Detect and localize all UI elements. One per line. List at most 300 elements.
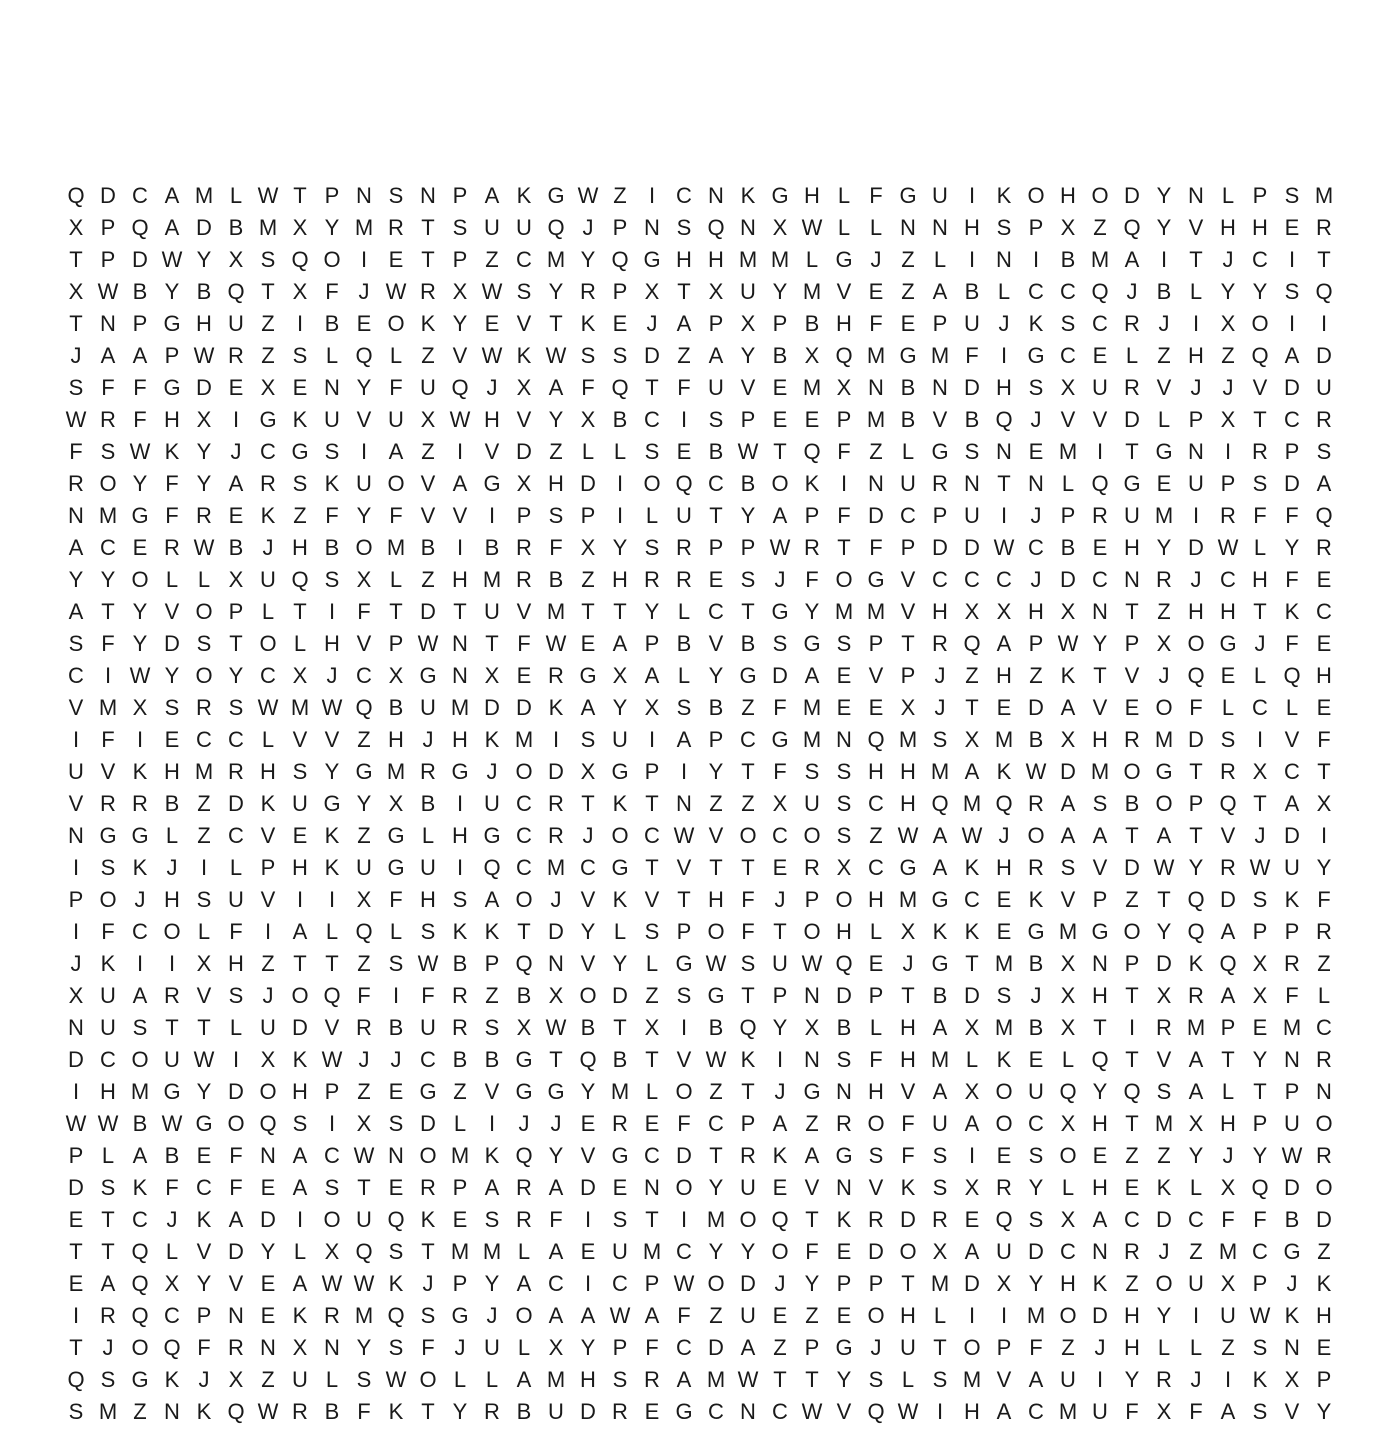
letter-cell[interactable]: Q bbox=[1123, 215, 1141, 240]
letter-cell[interactable]: K bbox=[996, 759, 1012, 784]
letter-cell[interactable]: R bbox=[548, 791, 564, 816]
letter-cell[interactable]: Y bbox=[1156, 1303, 1172, 1328]
letter-cell[interactable]: P bbox=[196, 1303, 212, 1328]
letter-cell[interactable]: E bbox=[1316, 631, 1332, 656]
letter-cell[interactable]: Y bbox=[1028, 1175, 1044, 1200]
letter-cell[interactable]: T bbox=[69, 311, 83, 336]
letter-cell[interactable]: F bbox=[421, 1335, 435, 1360]
letter-cell[interactable]: Y bbox=[580, 247, 596, 272]
letter-cell[interactable]: L bbox=[1317, 983, 1331, 1008]
letter-cell[interactable]: P bbox=[644, 631, 660, 656]
letter-cell[interactable]: V bbox=[292, 727, 308, 752]
letter-cell[interactable]: H bbox=[164, 887, 180, 912]
letter-cell[interactable]: H bbox=[804, 183, 820, 208]
letter-cell[interactable]: J bbox=[486, 1303, 498, 1328]
letter-cell[interactable]: X bbox=[1156, 631, 1172, 656]
letter-cell[interactable]: P bbox=[772, 983, 788, 1008]
letter-cell[interactable]: P bbox=[1284, 1079, 1300, 1104]
letter-cell[interactable]: M bbox=[546, 1367, 566, 1392]
letter-cell[interactable]: O bbox=[99, 887, 117, 912]
letter-cell[interactable]: T bbox=[645, 1047, 659, 1072]
letter-cell[interactable]: Y bbox=[612, 951, 628, 976]
letter-cell[interactable]: E bbox=[996, 887, 1012, 912]
letter-cell[interactable]: M bbox=[930, 1271, 950, 1296]
letter-cell[interactable]: E bbox=[676, 439, 692, 464]
letter-cell[interactable]: C bbox=[420, 1047, 436, 1072]
letter-cell[interactable]: M bbox=[98, 695, 118, 720]
letter-cell[interactable]: W bbox=[769, 535, 791, 560]
letter-cell[interactable]: A bbox=[1188, 1079, 1204, 1104]
letter-cell[interactable]: K bbox=[516, 343, 532, 368]
letter-cell[interactable]: X bbox=[292, 663, 308, 688]
letter-cell[interactable]: J bbox=[70, 951, 82, 976]
letter-cell[interactable]: R bbox=[1220, 503, 1236, 528]
letter-cell[interactable]: Q bbox=[355, 1239, 373, 1264]
letter-cell[interactable]: K bbox=[740, 183, 756, 208]
letter-cell[interactable]: E bbox=[356, 311, 372, 336]
letter-cell[interactable]: B bbox=[900, 407, 916, 432]
letter-cell[interactable]: Q bbox=[259, 1111, 277, 1136]
letter-cell[interactable]: O bbox=[163, 919, 181, 944]
letter-cell[interactable]: G bbox=[323, 791, 341, 816]
letter-cell[interactable]: Q bbox=[1059, 1079, 1077, 1104]
letter-cell[interactable]: Z bbox=[261, 343, 275, 368]
letter-cell[interactable]: F bbox=[805, 567, 819, 592]
letter-cell[interactable]: B bbox=[1028, 1015, 1044, 1040]
letter-cell[interactable]: G bbox=[387, 823, 405, 848]
letter-cell[interactable]: O bbox=[899, 1239, 917, 1264]
letter-cell[interactable]: X bbox=[804, 1015, 820, 1040]
letter-cell[interactable]: I bbox=[840, 471, 848, 496]
letter-cell[interactable]: X bbox=[164, 1271, 180, 1296]
letter-cell[interactable]: D bbox=[676, 1143, 692, 1168]
letter-cell[interactable]: S bbox=[452, 887, 468, 912]
letter-cell[interactable]: T bbox=[805, 1367, 819, 1392]
letter-cell[interactable]: N bbox=[1284, 1047, 1300, 1072]
letter-cell[interactable]: G bbox=[579, 663, 597, 688]
letter-cell[interactable]: A bbox=[932, 1015, 948, 1040]
letter-cell[interactable]: D bbox=[1124, 407, 1140, 432]
letter-cell[interactable]: S bbox=[644, 535, 660, 560]
letter-cell[interactable]: P bbox=[1252, 183, 1268, 208]
letter-cell[interactable]: F bbox=[965, 343, 979, 368]
letter-cell[interactable]: P bbox=[1220, 1015, 1236, 1040]
letter-cell[interactable]: O bbox=[1155, 695, 1173, 720]
letter-cell[interactable]: U bbox=[740, 279, 756, 304]
letter-cell[interactable]: C bbox=[132, 919, 148, 944]
letter-cell[interactable]: U bbox=[420, 1015, 436, 1040]
letter-cell[interactable]: T bbox=[421, 215, 435, 240]
letter-cell[interactable]: J bbox=[1030, 407, 1042, 432]
letter-cell[interactable]: Q bbox=[547, 215, 565, 240]
letter-cell[interactable]: Z bbox=[581, 567, 595, 592]
letter-cell[interactable]: K bbox=[804, 471, 820, 496]
letter-cell[interactable]: M bbox=[930, 1047, 950, 1072]
letter-cell[interactable]: P bbox=[932, 503, 948, 528]
letter-cell[interactable]: T bbox=[581, 599, 595, 624]
letter-cell[interactable]: Q bbox=[835, 343, 853, 368]
letter-cell[interactable]: E bbox=[1316, 1335, 1332, 1360]
letter-cell[interactable]: X bbox=[1252, 759, 1268, 784]
letter-cell[interactable]: T bbox=[1125, 599, 1139, 624]
letter-cell[interactable]: A bbox=[676, 311, 692, 336]
letter-cell[interactable]: J bbox=[70, 343, 82, 368]
letter-cell[interactable]: D bbox=[836, 983, 852, 1008]
letter-cell[interactable]: O bbox=[995, 1079, 1013, 1104]
letter-cell[interactable]: U bbox=[1124, 503, 1140, 528]
letter-cell[interactable]: L bbox=[293, 1239, 307, 1264]
letter-cell[interactable]: X bbox=[580, 759, 596, 784]
letter-cell[interactable]: M bbox=[194, 183, 214, 208]
letter-cell[interactable]: D bbox=[1188, 727, 1204, 752]
letter-cell[interactable]: T bbox=[837, 535, 851, 560]
letter-cell[interactable]: W bbox=[417, 631, 439, 656]
letter-cell[interactable]: W bbox=[545, 631, 567, 656]
letter-cell[interactable]: R bbox=[1124, 1239, 1140, 1264]
letter-cell[interactable]: D bbox=[708, 1335, 724, 1360]
letter-cell[interactable]: T bbox=[773, 919, 787, 944]
letter-cell[interactable]: A bbox=[292, 1143, 308, 1168]
letter-cell[interactable]: S bbox=[1060, 311, 1076, 336]
letter-cell[interactable]: B bbox=[708, 1015, 724, 1040]
letter-cell[interactable]: S bbox=[836, 759, 852, 784]
letter-cell[interactable]: U bbox=[804, 791, 820, 816]
letter-cell[interactable]: O bbox=[771, 1239, 789, 1264]
letter-cell[interactable]: H bbox=[900, 1303, 916, 1328]
letter-cell[interactable]: O bbox=[1027, 823, 1045, 848]
letter-cell[interactable]: G bbox=[931, 887, 949, 912]
letter-cell[interactable]: G bbox=[163, 311, 181, 336]
letter-cell[interactable]: K bbox=[484, 1143, 500, 1168]
letter-cell[interactable]: K bbox=[996, 1047, 1012, 1072]
letter-cell[interactable]: M bbox=[866, 599, 886, 624]
letter-cell[interactable]: Y bbox=[132, 599, 148, 624]
letter-cell[interactable]: H bbox=[900, 1047, 916, 1072]
letter-cell[interactable]: A bbox=[932, 279, 948, 304]
letter-cell[interactable]: M bbox=[1058, 919, 1078, 944]
letter-cell[interactable]: D bbox=[1220, 887, 1236, 912]
letter-cell[interactable]: M bbox=[930, 759, 950, 784]
letter-cell[interactable]: Y bbox=[612, 695, 628, 720]
letter-cell[interactable]: K bbox=[548, 695, 564, 720]
letter-cell[interactable]: C bbox=[772, 1399, 788, 1424]
letter-cell[interactable]: S bbox=[868, 1367, 884, 1392]
letter-cell[interactable]: Z bbox=[261, 311, 275, 336]
letter-cell[interactable]: M bbox=[962, 1367, 982, 1392]
letter-cell[interactable]: E bbox=[868, 279, 884, 304]
letter-cell[interactable]: T bbox=[773, 439, 787, 464]
letter-cell[interactable]: S bbox=[132, 1015, 148, 1040]
letter-cell[interactable]: E bbox=[68, 1207, 84, 1232]
letter-cell[interactable]: C bbox=[1252, 1239, 1268, 1264]
letter-cell[interactable]: M bbox=[770, 247, 790, 272]
letter-cell[interactable]: E bbox=[484, 311, 500, 336]
letter-cell[interactable]: V bbox=[260, 823, 276, 848]
letter-cell[interactable]: B bbox=[612, 407, 628, 432]
letter-cell[interactable]: B bbox=[1284, 1207, 1300, 1232]
letter-cell[interactable]: Y bbox=[580, 1079, 596, 1104]
letter-cell[interactable]: F bbox=[741, 919, 755, 944]
letter-cell[interactable]: X bbox=[996, 1271, 1012, 1296]
letter-cell[interactable]: S bbox=[1060, 855, 1076, 880]
letter-cell[interactable]: K bbox=[1028, 887, 1044, 912]
letter-cell[interactable]: U bbox=[356, 471, 372, 496]
letter-cell[interactable]: X bbox=[1060, 375, 1076, 400]
letter-cell[interactable]: Q bbox=[1091, 471, 1109, 496]
letter-cell[interactable]: Q bbox=[451, 375, 469, 400]
letter-cell[interactable]: S bbox=[484, 1207, 500, 1232]
letter-cell[interactable]: H bbox=[452, 727, 468, 752]
letter-cell[interactable]: B bbox=[228, 535, 244, 560]
letter-cell[interactable]: E bbox=[1284, 215, 1300, 240]
letter-cell[interactable]: S bbox=[1252, 887, 1268, 912]
letter-cell[interactable]: C bbox=[100, 1047, 116, 1072]
letter-cell[interactable]: K bbox=[516, 183, 532, 208]
letter-cell[interactable]: N bbox=[932, 375, 948, 400]
letter-cell[interactable]: Y bbox=[580, 1335, 596, 1360]
letter-cell[interactable]: T bbox=[741, 599, 755, 624]
letter-cell[interactable]: H bbox=[1060, 1271, 1076, 1296]
letter-cell[interactable]: Q bbox=[131, 215, 149, 240]
letter-cell[interactable]: T bbox=[613, 1015, 627, 1040]
letter-cell[interactable]: X bbox=[1156, 983, 1172, 1008]
letter-cell[interactable]: R bbox=[164, 983, 180, 1008]
letter-cell[interactable]: C bbox=[868, 855, 884, 880]
letter-cell[interactable]: I bbox=[328, 887, 336, 912]
letter-cell[interactable]: R bbox=[1220, 855, 1236, 880]
letter-cell[interactable]: K bbox=[292, 1047, 308, 1072]
letter-cell[interactable]: C bbox=[964, 567, 980, 592]
letter-cell[interactable]: J bbox=[1286, 1271, 1298, 1296]
letter-cell[interactable]: H bbox=[996, 375, 1012, 400]
letter-cell[interactable]: M bbox=[802, 727, 822, 752]
letter-cell[interactable]: R bbox=[516, 567, 532, 592]
letter-cell[interactable]: L bbox=[1157, 407, 1171, 432]
letter-cell[interactable]: H bbox=[1188, 599, 1204, 624]
letter-cell[interactable]: Z bbox=[549, 439, 563, 464]
letter-cell[interactable]: V bbox=[324, 727, 340, 752]
letter-cell[interactable]: N bbox=[1316, 1079, 1332, 1104]
letter-cell[interactable]: F bbox=[837, 503, 851, 528]
letter-cell[interactable]: N bbox=[388, 1143, 404, 1168]
letter-cell[interactable]: W bbox=[737, 1367, 759, 1392]
letter-cell[interactable]: O bbox=[515, 1303, 533, 1328]
letter-cell[interactable]: G bbox=[1027, 919, 1045, 944]
letter-cell[interactable]: C bbox=[132, 1207, 148, 1232]
letter-cell[interactable]: M bbox=[1026, 1303, 1046, 1328]
letter-cell[interactable]: Q bbox=[1187, 663, 1205, 688]
letter-cell[interactable]: X bbox=[1284, 1367, 1300, 1392]
letter-cell[interactable]: T bbox=[101, 599, 115, 624]
letter-cell[interactable]: I bbox=[1320, 311, 1328, 336]
letter-cell[interactable]: Z bbox=[741, 791, 755, 816]
letter-cell[interactable]: F bbox=[357, 599, 371, 624]
letter-cell[interactable]: A bbox=[1316, 471, 1332, 496]
letter-cell[interactable]: X bbox=[132, 695, 148, 720]
letter-cell[interactable]: U bbox=[548, 1399, 564, 1424]
letter-cell[interactable]: A bbox=[484, 1175, 500, 1200]
letter-cell[interactable]: J bbox=[870, 247, 882, 272]
letter-cell[interactable]: B bbox=[836, 1015, 852, 1040]
letter-cell[interactable]: X bbox=[228, 567, 244, 592]
letter-cell[interactable]: M bbox=[130, 1079, 150, 1104]
letter-cell[interactable]: Q bbox=[355, 695, 373, 720]
letter-cell[interactable]: D bbox=[1284, 1175, 1300, 1200]
letter-cell[interactable]: R bbox=[1316, 407, 1332, 432]
letter-cell[interactable]: X bbox=[1220, 407, 1236, 432]
letter-cell[interactable]: D bbox=[580, 1175, 596, 1200]
letter-cell[interactable]: D bbox=[1060, 759, 1076, 784]
letter-cell[interactable]: I bbox=[488, 503, 496, 528]
letter-cell[interactable]: Y bbox=[1252, 1047, 1268, 1072]
letter-cell[interactable]: V bbox=[1252, 375, 1268, 400]
letter-cell[interactable]: R bbox=[676, 567, 692, 592]
letter-cell[interactable]: P bbox=[452, 247, 468, 272]
letter-cell[interactable]: K bbox=[1156, 1175, 1172, 1200]
letter-cell[interactable]: M bbox=[994, 951, 1014, 976]
letter-cell[interactable]: V bbox=[1092, 855, 1108, 880]
letter-cell[interactable]: H bbox=[1252, 567, 1268, 592]
letter-cell[interactable]: B bbox=[324, 535, 340, 560]
letter-cell[interactable]: A bbox=[292, 1271, 308, 1296]
letter-cell[interactable]: I bbox=[456, 791, 464, 816]
letter-cell[interactable]: P bbox=[484, 951, 500, 976]
letter-cell[interactable]: W bbox=[193, 343, 215, 368]
letter-cell[interactable]: S bbox=[836, 791, 852, 816]
letter-cell[interactable]: I bbox=[648, 183, 656, 208]
letter-cell[interactable]: S bbox=[996, 215, 1012, 240]
letter-cell[interactable]: H bbox=[676, 247, 692, 272]
letter-cell[interactable]: N bbox=[1028, 471, 1044, 496]
letter-cell[interactable]: K bbox=[292, 407, 308, 432]
letter-cell[interactable]: O bbox=[995, 1111, 1013, 1136]
letter-cell[interactable]: R bbox=[484, 1399, 500, 1424]
letter-cell[interactable]: A bbox=[388, 439, 404, 464]
letter-cell[interactable]: R bbox=[932, 631, 948, 656]
letter-cell[interactable]: Z bbox=[965, 663, 979, 688]
letter-cell[interactable]: P bbox=[452, 183, 468, 208]
letter-cell[interactable]: Y bbox=[196, 439, 212, 464]
letter-cell[interactable]: I bbox=[200, 855, 208, 880]
letter-cell[interactable]: D bbox=[100, 183, 116, 208]
letter-cell[interactable]: V bbox=[708, 631, 724, 656]
letter-cell[interactable]: L bbox=[325, 1367, 339, 1392]
letter-cell[interactable]: P bbox=[1316, 1367, 1332, 1392]
letter-cell[interactable]: Y bbox=[708, 1239, 724, 1264]
letter-cell[interactable]: M bbox=[546, 599, 566, 624]
letter-cell[interactable]: L bbox=[1189, 279, 1203, 304]
letter-cell[interactable]: Q bbox=[995, 1207, 1013, 1232]
letter-cell[interactable]: Q bbox=[355, 919, 373, 944]
letter-cell[interactable]: S bbox=[1252, 471, 1268, 496]
letter-cell[interactable]: O bbox=[1315, 1111, 1333, 1136]
letter-cell[interactable]: Y bbox=[164, 663, 180, 688]
letter-cell[interactable]: A bbox=[1028, 1367, 1044, 1392]
letter-cell[interactable]: Z bbox=[1221, 343, 1235, 368]
letter-cell[interactable]: I bbox=[968, 1143, 976, 1168]
letter-cell[interactable]: I bbox=[552, 727, 560, 752]
letter-cell[interactable]: T bbox=[741, 1079, 755, 1104]
letter-cell[interactable]: D bbox=[772, 663, 788, 688]
letter-cell[interactable]: F bbox=[869, 1047, 883, 1072]
letter-cell[interactable]: B bbox=[132, 1111, 148, 1136]
letter-cell[interactable]: D bbox=[196, 215, 212, 240]
letter-cell[interactable]: J bbox=[230, 439, 242, 464]
letter-cell[interactable]: Q bbox=[355, 343, 373, 368]
letter-cell[interactable]: F bbox=[229, 1143, 243, 1168]
letter-cell[interactable]: M bbox=[258, 215, 278, 240]
letter-cell[interactable]: N bbox=[1092, 599, 1108, 624]
letter-cell[interactable]: H bbox=[420, 887, 436, 912]
letter-cell[interactable]: U bbox=[1188, 471, 1204, 496]
letter-cell[interactable]: T bbox=[293, 599, 307, 624]
letter-cell[interactable]: J bbox=[646, 311, 658, 336]
letter-cell[interactable]: E bbox=[1092, 343, 1108, 368]
letter-cell[interactable]: Y bbox=[1316, 1399, 1332, 1424]
letter-cell[interactable]: K bbox=[132, 855, 148, 880]
letter-cell[interactable]: S bbox=[420, 1303, 436, 1328]
letter-cell[interactable]: R bbox=[516, 1175, 532, 1200]
letter-cell[interactable]: T bbox=[709, 855, 723, 880]
letter-cell[interactable]: E bbox=[580, 1239, 596, 1264]
letter-cell[interactable]: W bbox=[1057, 631, 1079, 656]
letter-cell[interactable]: S bbox=[612, 1207, 628, 1232]
letter-cell[interactable]: T bbox=[1125, 823, 1139, 848]
letter-cell[interactable]: E bbox=[1028, 1047, 1044, 1072]
letter-cell[interactable]: L bbox=[1157, 1335, 1171, 1360]
letter-cell[interactable]: I bbox=[968, 247, 976, 272]
letter-cell[interactable]: M bbox=[802, 695, 822, 720]
letter-cell[interactable]: B bbox=[932, 983, 948, 1008]
letter-cell[interactable]: T bbox=[1317, 759, 1331, 784]
letter-cell[interactable]: D bbox=[612, 983, 628, 1008]
letter-cell[interactable]: N bbox=[996, 247, 1012, 272]
letter-cell[interactable]: C bbox=[100, 535, 116, 560]
letter-cell[interactable]: I bbox=[456, 535, 464, 560]
letter-cell[interactable]: S bbox=[1284, 183, 1300, 208]
letter-cell[interactable]: N bbox=[1092, 951, 1108, 976]
letter-cell[interactable]: P bbox=[1188, 407, 1204, 432]
letter-cell[interactable]: H bbox=[836, 919, 852, 944]
letter-cell[interactable]: X bbox=[900, 695, 916, 720]
letter-cell[interactable]: X bbox=[644, 695, 660, 720]
letter-cell[interactable]: Y bbox=[1252, 1143, 1268, 1168]
letter-cell[interactable]: Y bbox=[836, 1367, 852, 1392]
letter-cell[interactable]: F bbox=[1285, 503, 1299, 528]
letter-cell[interactable]: Y bbox=[740, 503, 756, 528]
letter-cell[interactable]: X bbox=[1060, 1207, 1076, 1232]
letter-cell[interactable]: O bbox=[867, 1303, 885, 1328]
letter-cell[interactable]: T bbox=[1125, 1047, 1139, 1072]
letter-cell[interactable]: I bbox=[1000, 343, 1008, 368]
letter-cell[interactable]: Q bbox=[1123, 1079, 1141, 1104]
letter-cell[interactable]: L bbox=[933, 247, 947, 272]
letter-cell[interactable]: A bbox=[548, 1303, 564, 1328]
letter-cell[interactable]: U bbox=[324, 407, 340, 432]
letter-cell[interactable]: J bbox=[454, 1335, 466, 1360]
letter-cell[interactable]: T bbox=[1253, 599, 1267, 624]
letter-cell[interactable]: M bbox=[290, 695, 310, 720]
letter-cell[interactable]: H bbox=[900, 759, 916, 784]
letter-cell[interactable]: V bbox=[1060, 887, 1076, 912]
letter-cell[interactable]: Q bbox=[1251, 1175, 1269, 1200]
letter-cell[interactable]: P bbox=[836, 1271, 852, 1296]
letter-cell[interactable]: U bbox=[420, 695, 436, 720]
letter-cell[interactable]: L bbox=[933, 1303, 947, 1328]
letter-cell[interactable]: H bbox=[1220, 215, 1236, 240]
letter-cell[interactable]: E bbox=[228, 503, 244, 528]
letter-cell[interactable]: Z bbox=[1317, 1239, 1331, 1264]
